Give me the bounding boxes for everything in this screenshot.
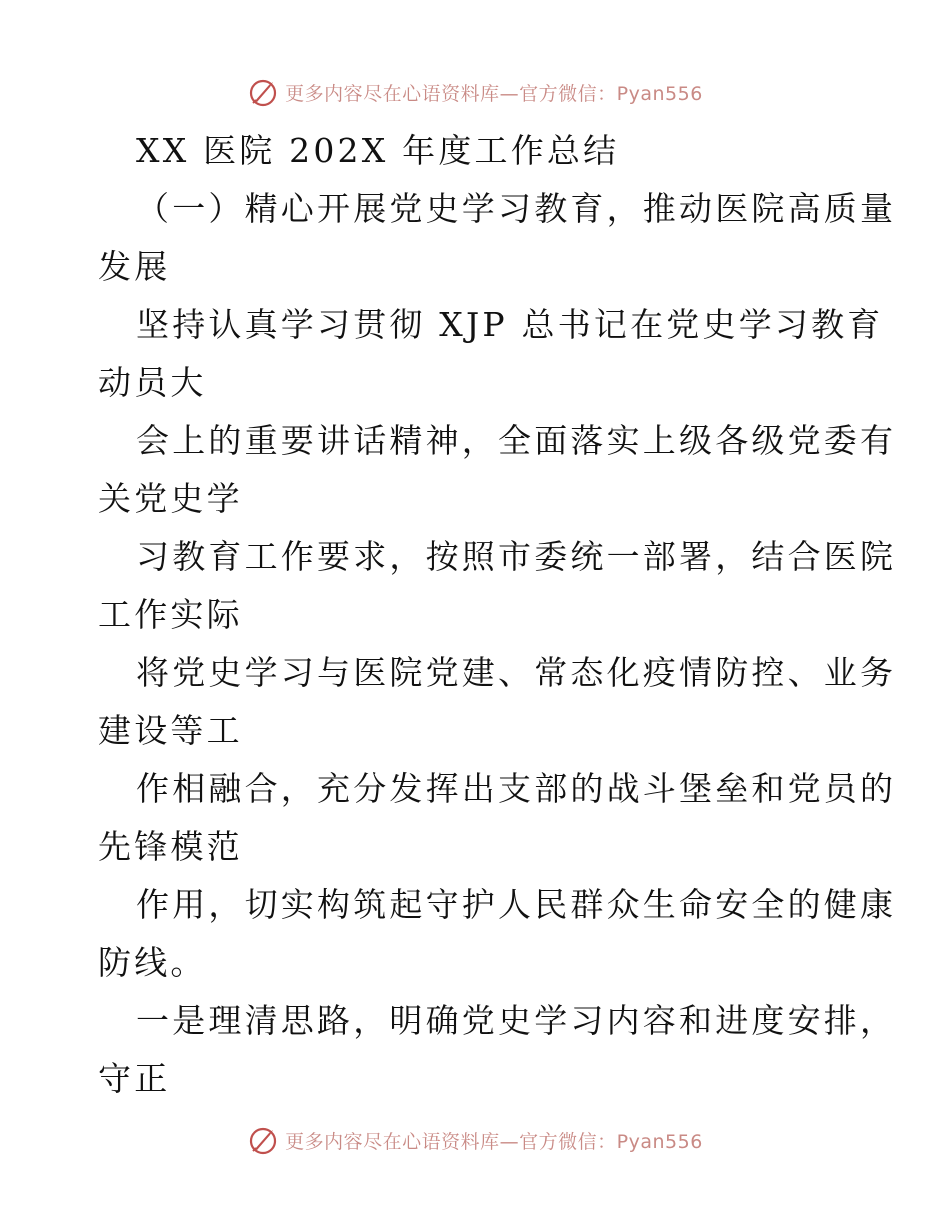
text-line: 发展 xyxy=(98,247,171,286)
text-line: 作相融合，充分发挥出支部的战斗堡垒和党员的 xyxy=(136,769,897,808)
pen-logo-icon xyxy=(247,1124,279,1156)
section-heading: （一）精心开展党史学习教育，推动医院高质量 xyxy=(136,189,897,228)
text-line: 关党史学 xyxy=(98,479,243,518)
text-line: 建设等工 xyxy=(98,711,243,750)
text-line: 先锋模范 xyxy=(98,827,243,866)
pen-logo-icon xyxy=(247,76,279,108)
text-line: 会上的重要讲话精神，全面落实上级各级党委有 xyxy=(136,421,897,460)
text-line: 动员大 xyxy=(98,363,207,402)
text-line: 工作实际 xyxy=(98,595,243,634)
document-body xyxy=(98,122,897,1108)
text-line: 作用，切实构筑起守护人民群众生命安全的健康 xyxy=(136,885,897,924)
text-line: 一是理清思路，明确党史学习内容和进度安排， xyxy=(136,1001,897,1040)
footer-watermark xyxy=(0,1120,950,1160)
text-line: 防线。 xyxy=(98,943,207,982)
watermark-text: 更多内容尽在心语资料库—官方微信：Pyan556 xyxy=(285,1130,703,1153)
text-line: 习教育工作要求，按照市委统一部署，结合医院 xyxy=(136,537,897,576)
header-watermark xyxy=(0,72,950,112)
document-title: XX 医院 202X 年度工作总结 xyxy=(136,131,620,170)
text-line: 坚持认真学习贯彻 XJP 总书记在党史学习教育 xyxy=(136,305,884,344)
text-line: 将党史学习与医院党建、常态化疫情防控、业务 xyxy=(136,653,897,692)
watermark-text: 更多内容尽在心语资料库—官方微信：Pyan556 xyxy=(285,82,703,105)
text-line: 守正 xyxy=(98,1059,171,1098)
